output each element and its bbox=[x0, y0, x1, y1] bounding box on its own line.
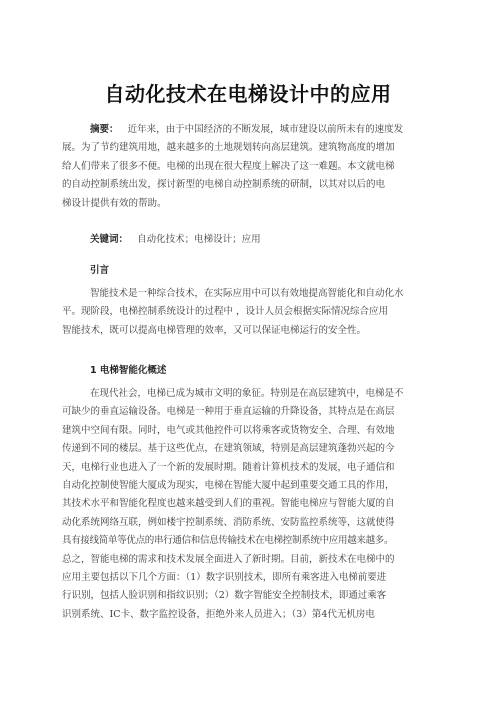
section-1-line: 具有接线简单等优点的串行通信和信息传输技术在电梯控制系统中应用越来越多。 bbox=[62, 535, 394, 547]
section-1-line: 动化系统网络互联，例如楼宇控制系统、消防系统、安防监控系统等，这就使得 bbox=[62, 516, 395, 528]
section-1-line: 天，电梯行业也进入了一个新的发展时期。随着计算机技术的发展，电子通信和 bbox=[62, 461, 395, 473]
section-1-heading: 1 电梯智能化概述 bbox=[90, 365, 167, 376]
section-1-line: 在现代社会，电梯已成为城市文明的象征。特别是在高层建筑中，电梯是不 bbox=[90, 388, 404, 399]
section-1-line: 自动化控制使智能大厦成为现实，电梯在智能大厦中起到重要交通工具的作用， bbox=[62, 480, 395, 492]
abstract-line: 给人们带来了很多不便。电梯的出现在很大程度上解决了这一难题。本文就电梯 bbox=[62, 160, 395, 172]
document-title: 自动化技术在电梯设计中的应用 bbox=[104, 82, 392, 106]
intro-section bbox=[62, 285, 434, 340]
keywords-label: 关键词： bbox=[90, 234, 129, 245]
section-1-line: 识别系统、IC卡、数字监控设备，拒绝外来人员进入；（3）第4代无机房电 bbox=[62, 608, 375, 620]
intro-line: 平。现阶段，电梯控制系统设计的过程中 ，设计人员会根据实际情况综合应用 bbox=[62, 306, 389, 318]
intro-heading: 引言 bbox=[90, 265, 110, 276]
section-1-line: 传递到不同的楼层。基于这些优点，在建筑领域，特别是高层建筑蓬勃兴起的今 bbox=[62, 443, 395, 455]
intro-line: 智能技术是一种综合技术，在实际应用中可以有效地提高智能化和自动化水 bbox=[90, 288, 404, 299]
keywords-section bbox=[62, 231, 434, 249]
abstract-line: 的自动控制系统出发，探讨新型的电梯自动控制系统的研制，以其对以后的电 bbox=[62, 179, 386, 191]
section-1-line: 建筑中空间有限。同时，电气或其他控件可以将乘客或货物安全、合理、有效地 bbox=[62, 424, 395, 436]
intro-line: 智能技术，既可以提高电梯管理的效率，又可以保证电梯运行的安全性。 bbox=[62, 324, 367, 336]
section-1-body bbox=[62, 385, 434, 624]
abstract-line: 展。为了节约建筑用地，越来越多的土地规划转向高层建筑。建筑物高度的增加 bbox=[62, 142, 395, 154]
abstract-line: 梯设计提供有效的帮助。 bbox=[62, 197, 167, 209]
abstract-label: 摘要： bbox=[90, 124, 119, 135]
section-1-line: 应用主要包括以下几个方面：（1）数字识别技术，即所有乘客进入电梯前要进 bbox=[62, 572, 387, 584]
section-1-line: 其技术水平和智能化程度也越来越受到人们的重视。智能电梯应与智能大厦的自 bbox=[62, 498, 395, 510]
section-1-line: 总之，智能电梯的需求和技术发展全面进入了新时期。目前，新技术在电梯中的 bbox=[62, 553, 395, 565]
keywords-text: 自动化技术；电梯设计；应用 bbox=[137, 234, 261, 245]
abstract-section bbox=[62, 121, 434, 213]
section-1-line: 可缺少的垂直运输设备。电梯是一种用于垂直运输的升降设备，其特点是在高层 bbox=[62, 406, 395, 418]
section-1-line: 行识别，包括人脸识别和指纹识别；（2）数字智能安全控制技术，即通过乘客 bbox=[62, 590, 387, 602]
abstract-line: 摘要： 近年来，由于中国经济的不断发展，城市建设以前所未有的速度发 bbox=[90, 124, 404, 135]
